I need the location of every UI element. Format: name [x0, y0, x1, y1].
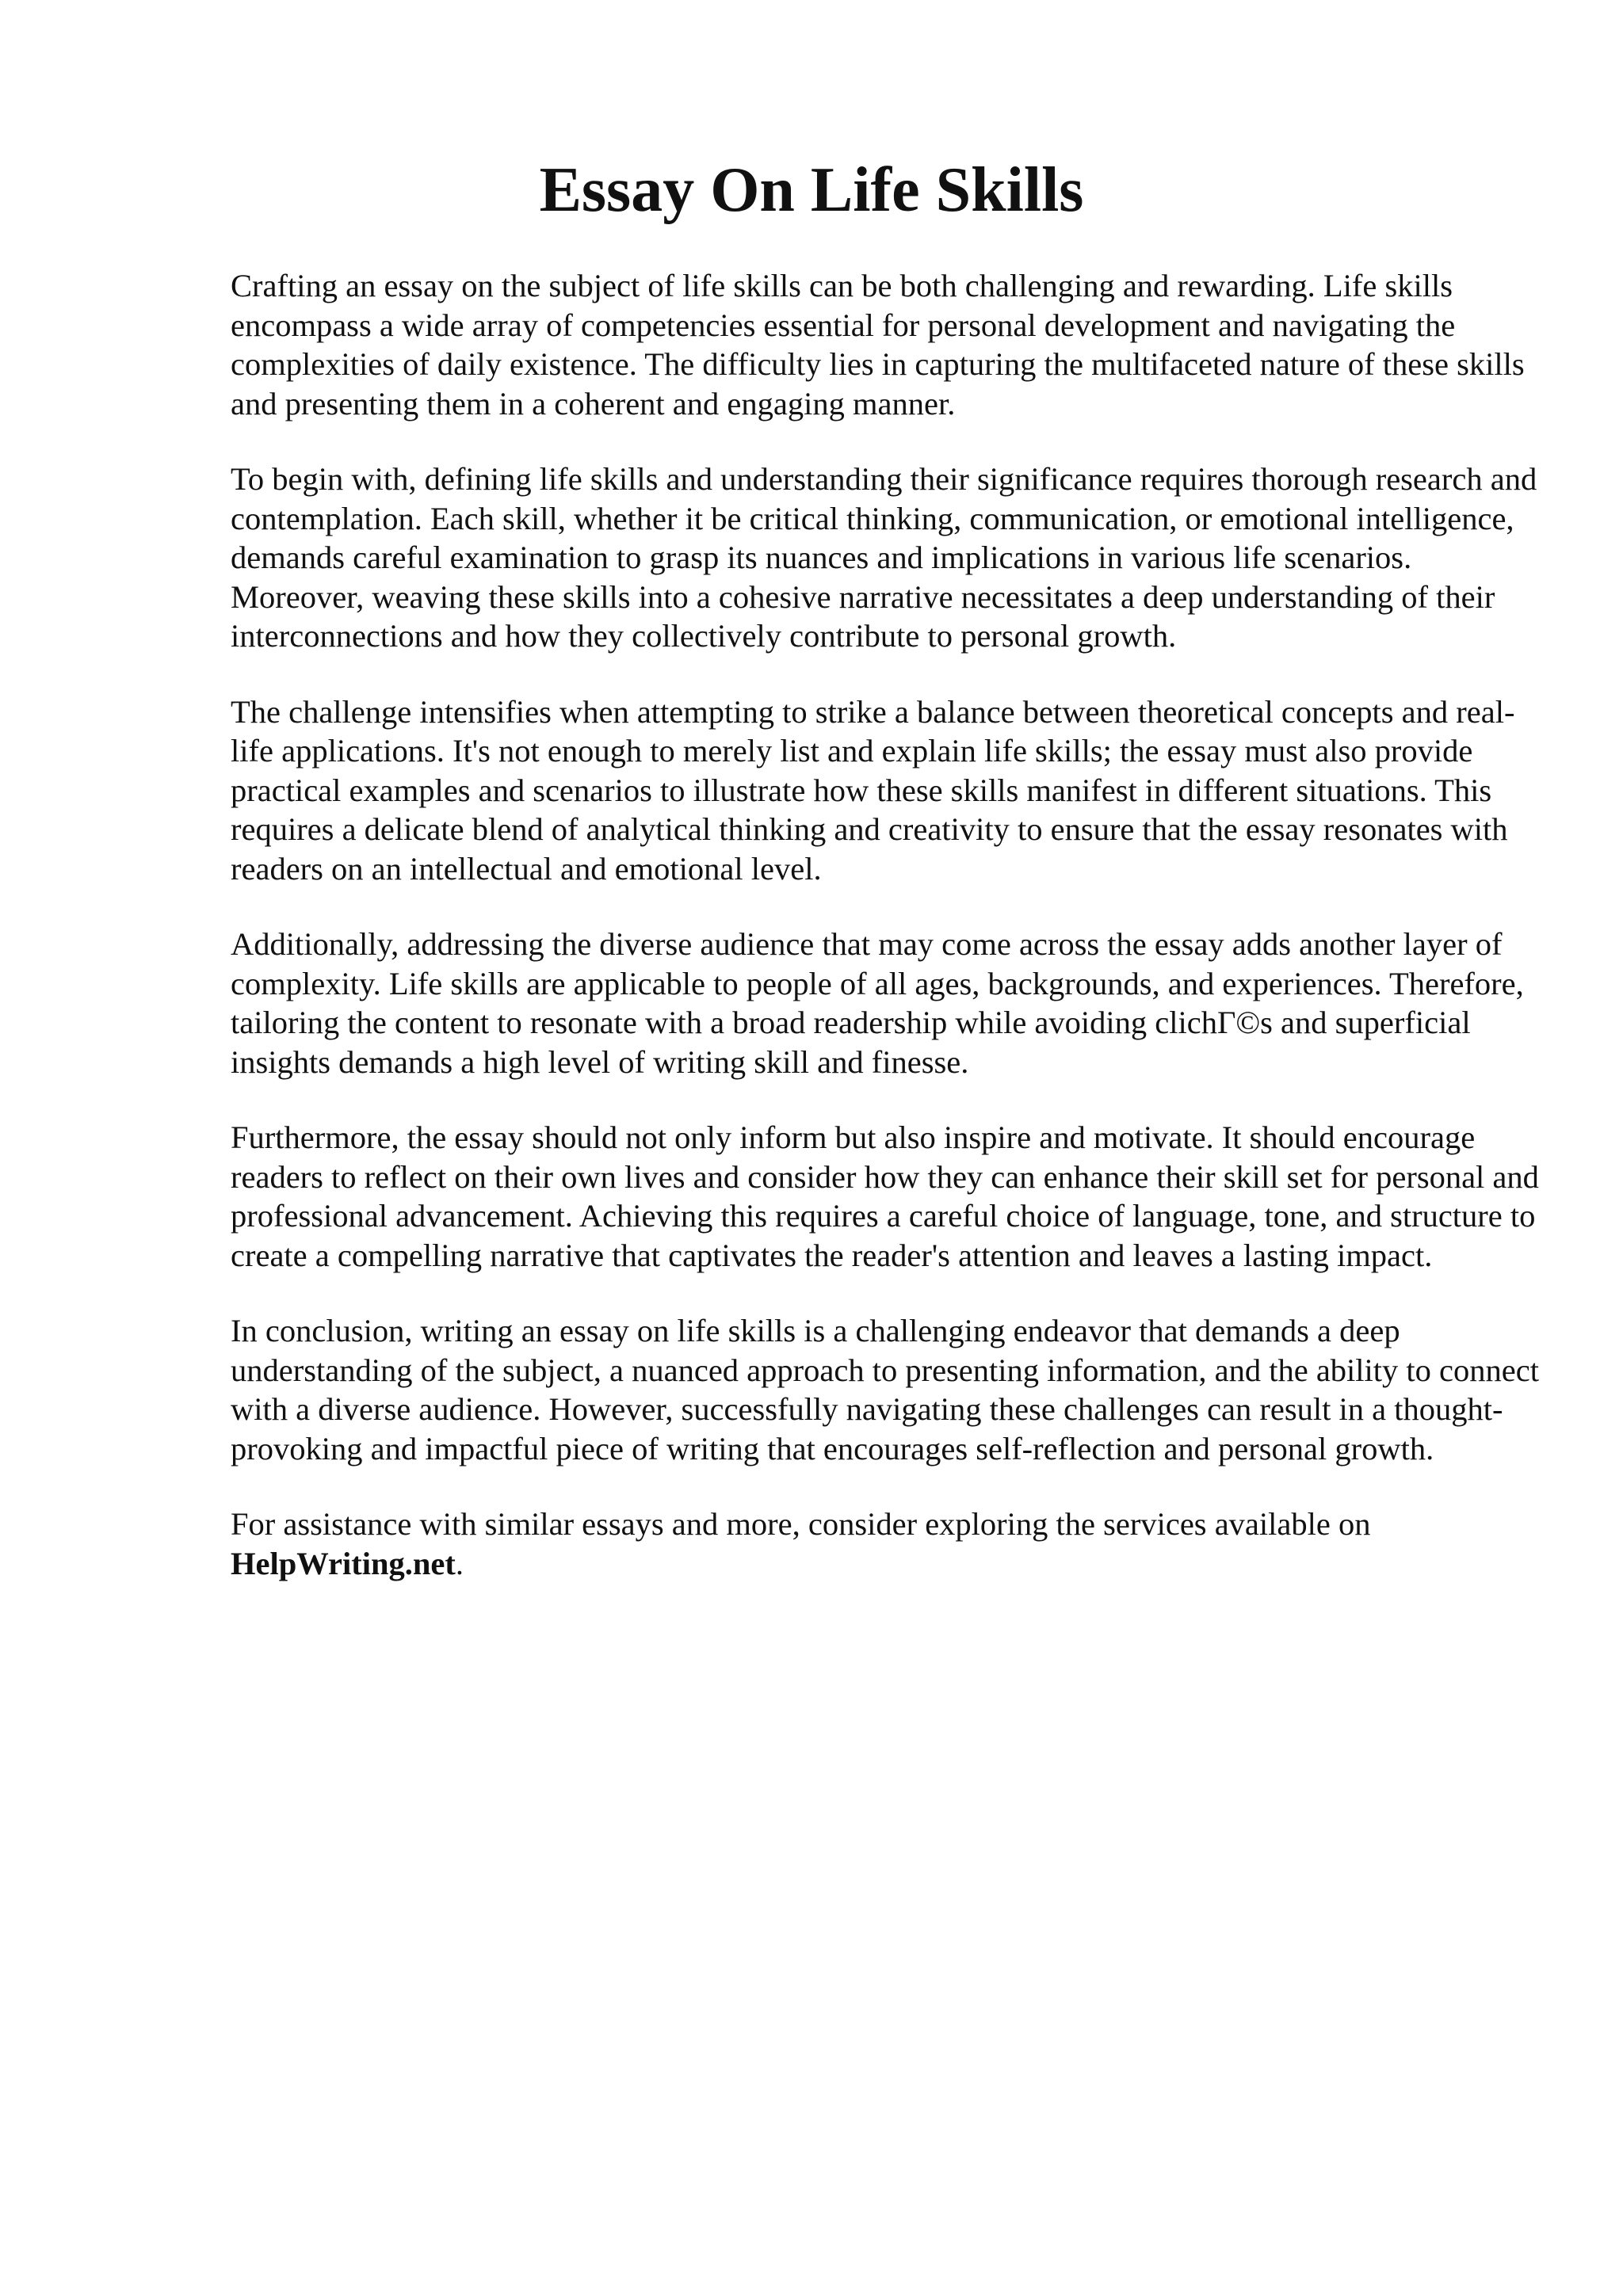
- closing-paragraph: [231, 1505, 1546, 1583]
- closing-text: For assistance with similar essays and more, consider exploring the services available on: [231, 1506, 1371, 1542]
- closing-period: .: [455, 1545, 464, 1581]
- paragraph-2: To begin with, defining life skills and understanding their significance requires thorough research and contemplation. Each skill, whether it be critical thinking, communication, or emotional intelligence, demands careful examination to grasp its nuances and implications in various life scenarios. Moreover, weaving these skills into a cohesive narrative necessitates a deep understanding of their interconnections and how they collectively contribute to personal growth.: [231, 461, 1537, 654]
- helpwriting-link[interactable]: HelpWriting.net: [231, 1545, 456, 1581]
- paragraph-5: Furthermore, the essay should not only inform but also inspire and motivate. It should encourage readers to reflect on their own lives and consider how they can enhance their skill set for personal and professional advancement. Achieving this requires a careful choice of language, tone, and structure to create a compelling narrative that captivates the reader's attention and leaves a lasting impact.: [231, 1119, 1539, 1273]
- document-title: Essay On Life Skills: [539, 155, 1084, 225]
- paragraph-4: Additionally, addressing the diverse audience that may come across the essay adds another layer of complexity. Life skills are applicable to people of all ages, backgrounds, and experiences. Therefore, tailoring the content to resonate with a broad readership while avoiding clichΓ©s and superficial insights demands a high level of writing skill and finesse.: [231, 926, 1524, 1080]
- paragraph-3: The challenge intensifies when attempting to strike a balance between theoretical concepts and real-life applications. It's not enough to merely list and explain life skills; the essay must also provide practical examples and scenarios to illustrate how these skills manifest in different situations. This requires a delicate blend of analytical thinking and creativity to ensure that the essay resonates with readers on an intellectual and emotional level.: [231, 693, 1515, 887]
- document-body: [231, 266, 1546, 1583]
- paragraph-1: Crafting an essay on the subject of life skills can be both challenging and rewarding. Life skills encompass a wide array of competencies essential for personal development and navigating the complexities of daily existence. The difficulty lies in capturing the multifaceted nature of these skills and presenting them in a coherent and engaging manner.: [231, 268, 1525, 421]
- paragraph-6: In conclusion, writing an essay on life skills is a challenging endeavor that demands a deep understanding of the subject, a nuanced approach to presenting information, and the ability to connect with a diverse audience. However, successfully navigating these challenges can result in a thought-provoking and impactful piece of writing that encourages self-reflection and personal growth.: [231, 1313, 1539, 1466]
